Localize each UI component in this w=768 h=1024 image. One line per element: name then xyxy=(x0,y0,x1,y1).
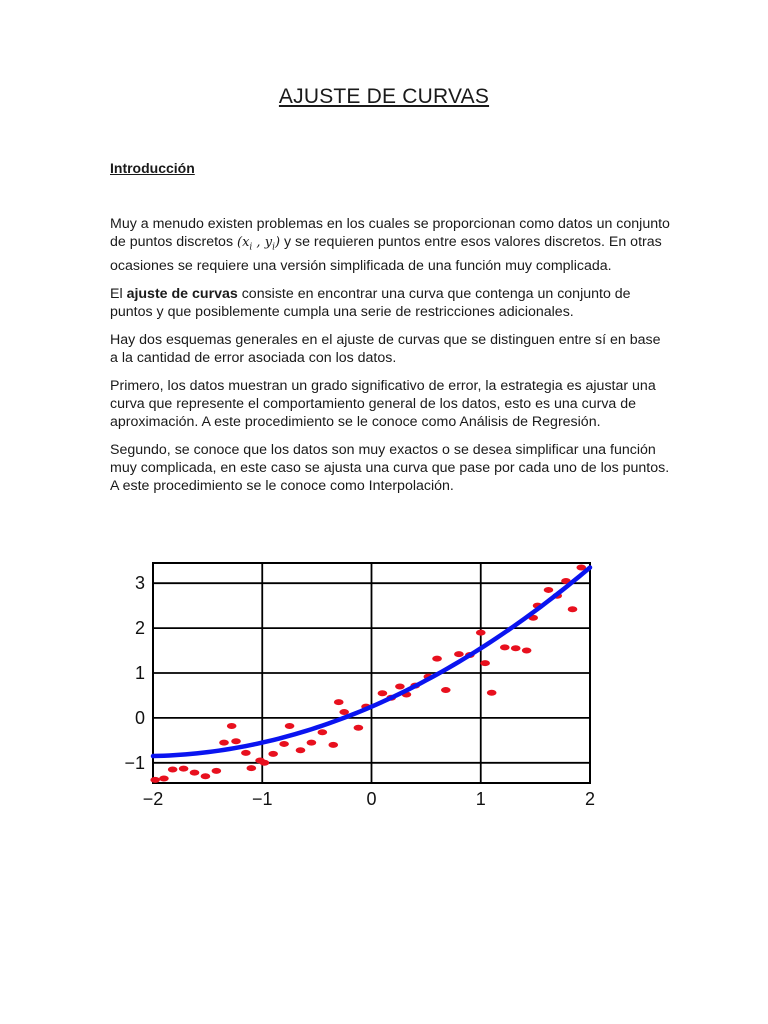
paragraph-4: Primero, los datos muestran un grado significativo de error, la estrategia es ajustar una curva que represente el comportamiento general de los datos, esto es una curva de aproximación. A este procedimiento se le conoce como Análisis de Regresión. xyxy=(110,377,656,430)
y-tick-label: 3 xyxy=(134,573,145,594)
data-point xyxy=(285,723,295,729)
x-tick-label: 0 xyxy=(366,789,377,809)
curve-fit-chart xyxy=(105,555,615,815)
paragraph-1-text-a: Muy a menudo existen problemas en los cuales se proporcionan como datos un conjunto de puntos discretos xyxy=(110,216,670,250)
section-heading: Introducción xyxy=(110,160,195,176)
data-point xyxy=(454,651,464,657)
data-point xyxy=(150,777,160,783)
data-point xyxy=(522,648,532,654)
data-point xyxy=(544,587,554,593)
x-tick-label: 1 xyxy=(475,789,486,809)
data-point xyxy=(511,645,521,651)
paragraph-2 xyxy=(110,285,670,321)
data-point xyxy=(260,760,270,766)
paragraph-5: Segundo, se conoce que los datos son muy exactos o se desea simplificar una función muy complicada, en este caso se ajusta una curva que pase por cada uno de los puntos. A este procedimiento se le conoce como Interpolación. xyxy=(110,441,670,494)
data-point xyxy=(432,656,442,662)
paragraph-2-bold: ajuste de curvas xyxy=(126,285,238,302)
data-point xyxy=(190,770,200,776)
y-tick-label: 0 xyxy=(134,707,145,728)
math-sep: , xyxy=(252,235,265,250)
data-point xyxy=(441,687,451,693)
data-point xyxy=(219,740,229,746)
math-x: x xyxy=(242,235,250,250)
data-point xyxy=(227,723,237,729)
data-point xyxy=(179,766,189,772)
body-text xyxy=(110,215,670,505)
y-tick-label: 2 xyxy=(134,618,145,639)
x-tick-label: 2 xyxy=(584,789,596,809)
paragraph-2-text-a: El xyxy=(110,285,127,302)
y-tick-label: −1 xyxy=(124,752,145,773)
data-point xyxy=(480,660,490,666)
data-point xyxy=(500,644,510,650)
paragraph-1-text-b: y se requieren puntos entre esos valores discretos. En otras ocasiones se requiere una versión simplificada de una función muy complicada. xyxy=(110,234,662,274)
paragraph-1 xyxy=(110,215,670,275)
data-point xyxy=(268,751,278,757)
math-y-sub: i xyxy=(272,242,275,253)
data-point xyxy=(378,690,388,696)
data-point xyxy=(395,683,405,689)
y-tick-label: 1 xyxy=(134,663,145,683)
data-point xyxy=(334,699,344,705)
data-point xyxy=(212,768,222,774)
data-point xyxy=(296,747,306,753)
data-point xyxy=(241,750,251,756)
data-point xyxy=(307,740,317,746)
paragraph-3: Hay dos esquemas generales en el ajuste de curvas que se distinguen entre sí en base a la cantidad de error asociada con los datos. xyxy=(110,331,661,366)
data-point xyxy=(568,606,578,612)
math-x-sub: i xyxy=(249,242,253,253)
math-expression xyxy=(236,235,281,253)
data-point xyxy=(487,690,497,696)
data-point xyxy=(279,741,289,747)
data-point xyxy=(354,725,364,731)
paragraph-2-text-b: consiste en encontrar una curva que contenga un conjunto de puntos y que posiblemente cumpla una serie de restricciones adicionales. xyxy=(110,285,631,320)
math-y: y xyxy=(264,235,273,250)
x-tick-label: −2 xyxy=(142,789,164,809)
data-point xyxy=(201,773,211,779)
math-paren-open: ( xyxy=(236,235,243,250)
data-point xyxy=(328,742,338,748)
data-point xyxy=(168,767,178,773)
page-title: AJUSTE DE CURVAS xyxy=(278,85,490,108)
data-point xyxy=(247,765,257,771)
math-paren-close: ) xyxy=(274,235,281,250)
data-point xyxy=(231,738,241,744)
x-tick-label: −1 xyxy=(251,789,273,809)
data-point xyxy=(159,776,169,782)
data-point xyxy=(318,729,328,735)
data-point xyxy=(476,630,486,636)
